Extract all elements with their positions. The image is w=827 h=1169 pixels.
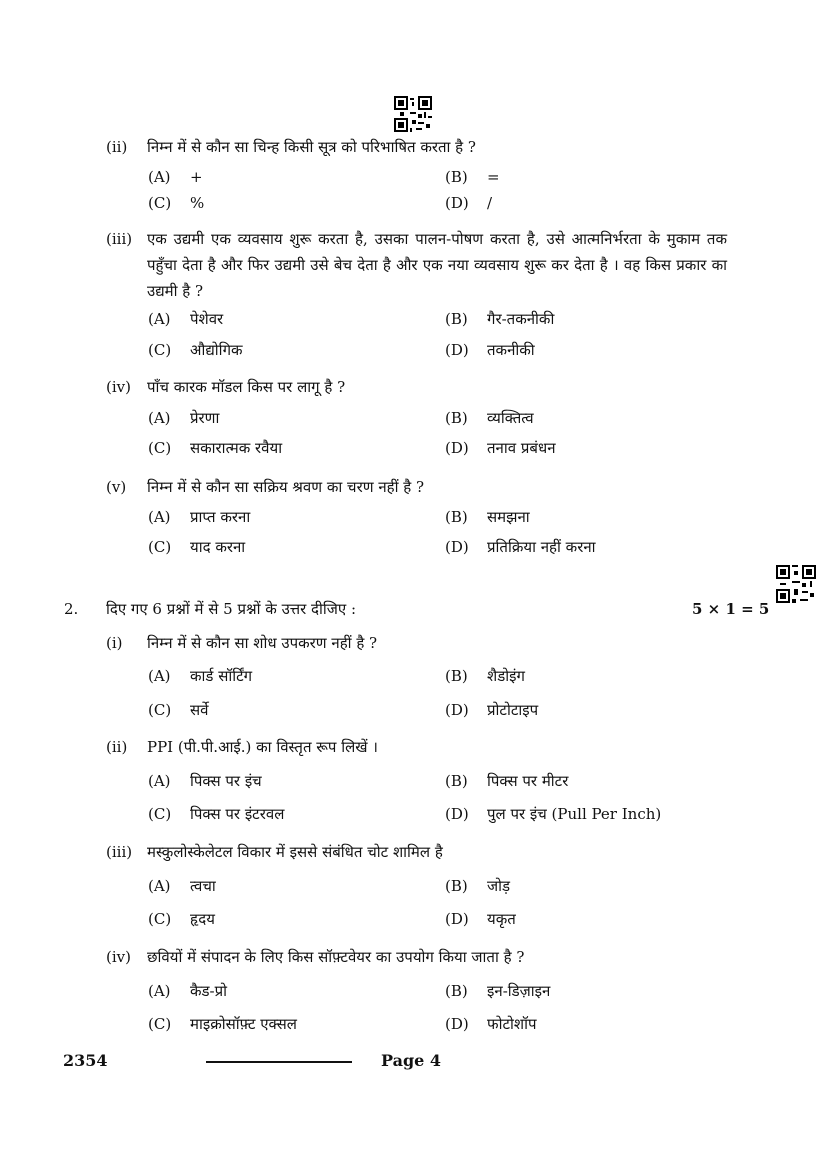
question-text: पाँच कारक मॉडल किस पर लागू है ? (147, 378, 346, 396)
option-text: व्यक्तित्व (487, 409, 534, 427)
option-text: पुल पर इंच (Pull Per Inch) (487, 805, 662, 823)
option-text: प्राप्त करना (190, 508, 251, 526)
option-text: / (487, 194, 493, 212)
qr-code-side (776, 565, 816, 603)
option-letter: (D) (445, 538, 469, 556)
option-letter: (B) (445, 877, 468, 895)
question-text: निम्न में से कौन सा शोध उपकरण नहीं है ? (147, 634, 378, 652)
option-text: पिक्स पर इंच (190, 772, 262, 790)
footer-divider (206, 1061, 352, 1063)
option-letter: (A) (148, 772, 171, 790)
option-text: प्रेरणा (190, 409, 220, 427)
option-letter: (C) (148, 439, 172, 457)
question-text: PPI (पी.पी.आई.) का विस्तृत रूप लिखें । (147, 738, 378, 756)
option-text: हृदय (190, 910, 215, 928)
option-text: पेशेवर (190, 310, 224, 328)
option-text: प्रोटोटाइप (487, 701, 539, 719)
option-letter: (C) (148, 805, 172, 823)
main-question-number: 2. (64, 600, 79, 618)
option-letter: (A) (148, 409, 171, 427)
option-letter: (D) (445, 805, 469, 823)
option-text: % (190, 194, 205, 212)
option-text: पिक्स पर इंटरवल (190, 805, 285, 823)
option-letter: (B) (445, 982, 468, 1000)
option-letter: (C) (148, 701, 172, 719)
question-number: (ii) (106, 138, 128, 156)
option-text: फोटोशॉप (487, 1015, 537, 1033)
option-letter: (D) (445, 701, 469, 719)
paper-code: 2354 (63, 1051, 108, 1070)
option-text: पिक्स पर मीटर (487, 772, 569, 790)
option-letter: (D) (445, 1015, 469, 1033)
option-letter: (C) (148, 194, 172, 212)
question-number: (ii) (106, 738, 128, 756)
question-text: निम्न में से कौन सा चिन्ह किसी सूत्र को परिभाषित करता है ? (147, 138, 476, 156)
option-letter: (A) (148, 877, 171, 895)
option-text: सकारात्मक रवैया (190, 439, 283, 457)
option-text: + (190, 168, 203, 186)
option-text: औद्योगिक (190, 341, 243, 359)
option-text: यकृत (487, 910, 516, 928)
option-text: इन-डिज़ाइन (487, 982, 551, 1000)
option-text: शैडोइंग (487, 667, 525, 685)
option-letter: (C) (148, 538, 172, 556)
option-text: जोड़ (487, 877, 511, 895)
option-text: माइक्रोसॉफ़्ट एक्सल (190, 1015, 297, 1033)
option-letter: (A) (148, 508, 171, 526)
option-letter: (B) (445, 772, 468, 790)
main-question-text: दिए गए 6 प्रश्नों में से 5 प्रश्नों के उत्तर दीजिए : (106, 600, 357, 618)
option-letter: (B) (445, 310, 468, 328)
option-letter: (D) (445, 910, 469, 928)
option-letter: (A) (148, 982, 171, 1000)
qr-code-top (394, 96, 432, 132)
question-number: (i) (106, 634, 123, 652)
question-text: निम्न में से कौन सा सक्रिय श्रवण का चरण नहीं है ? (147, 478, 425, 496)
option-text: तनाव प्रबंधन (487, 439, 556, 457)
option-letter: (D) (445, 341, 469, 359)
option-text: = (487, 168, 500, 186)
option-letter: (B) (445, 508, 468, 526)
option-text: कार्ड सॉर्टिंग (190, 667, 253, 685)
question-number: (iii) (106, 843, 133, 861)
marks-label: 5 × 1 = 5 (692, 600, 770, 618)
option-letter: (A) (148, 667, 171, 685)
option-letter: (B) (445, 667, 468, 685)
option-text: समझना (487, 508, 530, 526)
question-number: (iv) (106, 948, 131, 966)
option-letter: (D) (445, 439, 469, 457)
option-text: याद करना (190, 538, 246, 556)
option-letter: (A) (148, 168, 171, 186)
option-letter: (C) (148, 1015, 172, 1033)
question-number: (iii) (106, 230, 133, 248)
option-letter: (C) (148, 341, 172, 359)
option-letter: (B) (445, 409, 468, 427)
option-text: गैर-तकनीकी (487, 310, 555, 328)
option-text: प्रतिक्रिया नहीं करना (487, 538, 596, 556)
option-text: कैड-प्रो (190, 982, 228, 1000)
page-number: Page 4 (381, 1051, 442, 1070)
option-letter: (A) (148, 310, 171, 328)
question-number: (v) (106, 478, 127, 496)
question-text: छवियों में संपादन के लिए किस सॉफ़्टवेयर का उपयोग किया जाता है ? (147, 948, 525, 966)
option-letter: (D) (445, 194, 469, 212)
option-text: त्वचा (190, 877, 216, 895)
question-text: एक उद्यमी एक व्यवसाय शुरू करता है, उसका पालन-पोषण करता है, उसे आत्मनिर्भरता के मुकाम तक पहुँचा देता है और फिर उद्यमी उसे बेच देता है और एक नया व्यवसाय शुरू कर देता है । वह किस प्रकार का उद्यमी है ? (147, 230, 727, 300)
option-text: सर्वे (190, 701, 209, 719)
option-letter: (C) (148, 910, 172, 928)
option-text: तकनीकी (487, 341, 535, 359)
question-number: (iv) (106, 378, 131, 396)
option-letter: (B) (445, 168, 468, 186)
question-text: मस्कुलोस्केलेटल विकार में इससे संबंधित चोट शामिल है (147, 843, 443, 861)
